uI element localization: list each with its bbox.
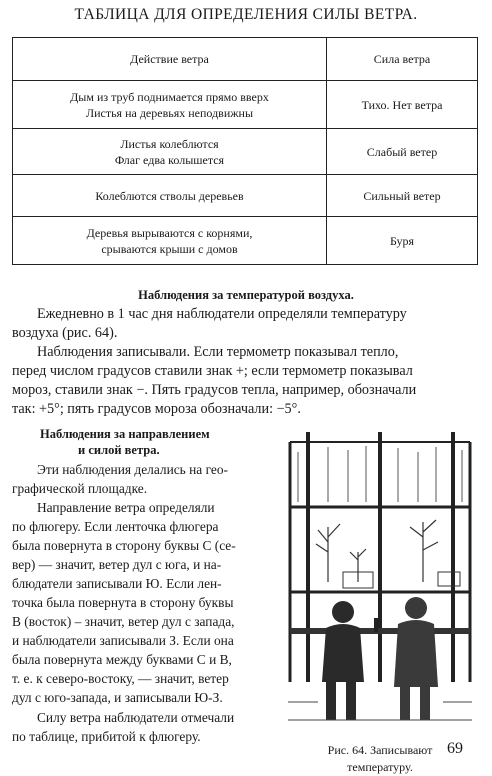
text-line: перед числом градусов ставили знак +; если термометр показывал bbox=[12, 363, 413, 379]
table-cell-line: Деревья вырываются с корнями, bbox=[86, 225, 253, 240]
table-cell-action bbox=[13, 175, 327, 217]
table-cell-force: Буря bbox=[327, 217, 478, 265]
table-cell-line: Дым из труб поднимается прямо вверх bbox=[70, 89, 269, 104]
text-line: Направление ветра определяли bbox=[37, 500, 215, 515]
text-line: точка была повернута в сторону буквы bbox=[12, 595, 234, 610]
text-line: и наблюдатели записывали З. Если она bbox=[12, 633, 234, 648]
table-row bbox=[13, 129, 478, 175]
text-line: воздуха (рис. 64). bbox=[12, 325, 118, 341]
text-line: В (восток) – значит, ветер дул с запада, bbox=[12, 614, 235, 629]
table-cell-force: Слабый ветер bbox=[327, 129, 478, 175]
table-cell-force: Сильный ветер bbox=[327, 175, 478, 217]
wind-heading-line: и силой ветра. bbox=[78, 443, 160, 457]
text-line: была повернута в сторону буквы С (се- bbox=[12, 538, 236, 553]
text-line: мороз, ставили знак −. Пять градусов тепла, например, обозначали bbox=[12, 382, 417, 398]
text-line: по таблице, прибитой к флюгеру. bbox=[12, 729, 201, 744]
table-header-row bbox=[13, 38, 478, 81]
table-cell-line: Листья колеблются bbox=[120, 136, 219, 151]
wind-heading-line: Наблюдения за направлением bbox=[40, 427, 210, 441]
table-cell-force: Тихо. Нет ветра bbox=[327, 81, 478, 129]
table-row bbox=[13, 175, 478, 217]
figure-64-illustration bbox=[288, 432, 472, 724]
table-cell-line: Флаг едва колышется bbox=[114, 152, 225, 167]
table-row bbox=[13, 81, 478, 129]
table-cell-line: срываются крыши с домов bbox=[101, 241, 238, 256]
page-title: ТАБЛИЦА ДЛЯ ОПРЕДЕЛЕНИЯ СИЛЫ ВЕТРА. bbox=[74, 6, 418, 23]
window-scene-image bbox=[288, 432, 472, 724]
temperature-heading: Наблюдения за температурой воздуха. bbox=[138, 288, 354, 302]
table-row bbox=[13, 217, 478, 265]
table-cell-line: Листья на деревьях неподвижны bbox=[85, 105, 254, 120]
table-cell-line: Колеблются стволы деревьев bbox=[95, 188, 244, 203]
text-line: вер) — значит, ветер дул с юга, и на- bbox=[12, 557, 222, 572]
text-line: графической площадке. bbox=[12, 481, 148, 496]
page-number: 69 bbox=[447, 740, 463, 757]
text-line: была повернута между буквами С и В, bbox=[12, 652, 232, 667]
table-header-action: Действие ветра bbox=[13, 38, 327, 81]
wind-paragraph-2 bbox=[12, 498, 286, 707]
table-header-force: Сила ветра bbox=[327, 38, 478, 81]
wind-paragraph-3 bbox=[12, 708, 286, 746]
temperature-paragraph-1 bbox=[12, 305, 478, 343]
table-cell-action bbox=[13, 217, 327, 265]
text-line: Наблюдения записывали. Если термометр показывал тепло, bbox=[37, 344, 399, 360]
caption-line: температуру. bbox=[347, 760, 413, 774]
caption-line: Рис. 64. Записывают bbox=[327, 743, 433, 757]
figure-caption bbox=[292, 742, 468, 776]
wind-heading bbox=[40, 426, 280, 458]
text-line: Силу ветра наблюдатели отмечали bbox=[37, 710, 235, 725]
table-cell-action bbox=[13, 129, 327, 175]
text-line: блюдатели записывали Ю. Если лен- bbox=[12, 576, 222, 591]
text-line: так: +5°; пять градусов мороза обозначали: −5°. bbox=[12, 401, 301, 417]
text-line: Ежедневно в 1 час дня наблюдатели определяли температуру bbox=[37, 306, 407, 322]
wind-paragraph-1 bbox=[12, 460, 286, 498]
text-line: т. е. к северо-востоку, — значит, ветер bbox=[12, 671, 229, 686]
text-line: дул с юго-запада, и записывали Ю-З. bbox=[12, 690, 223, 705]
text-line: по флюгеру. Если ленточка флюгера bbox=[12, 519, 219, 534]
text-line: Эти наблюдения делались на гео- bbox=[37, 462, 229, 477]
wind-force-table bbox=[12, 37, 478, 265]
table-cell-action bbox=[13, 81, 327, 129]
temperature-paragraph-2 bbox=[12, 343, 478, 419]
